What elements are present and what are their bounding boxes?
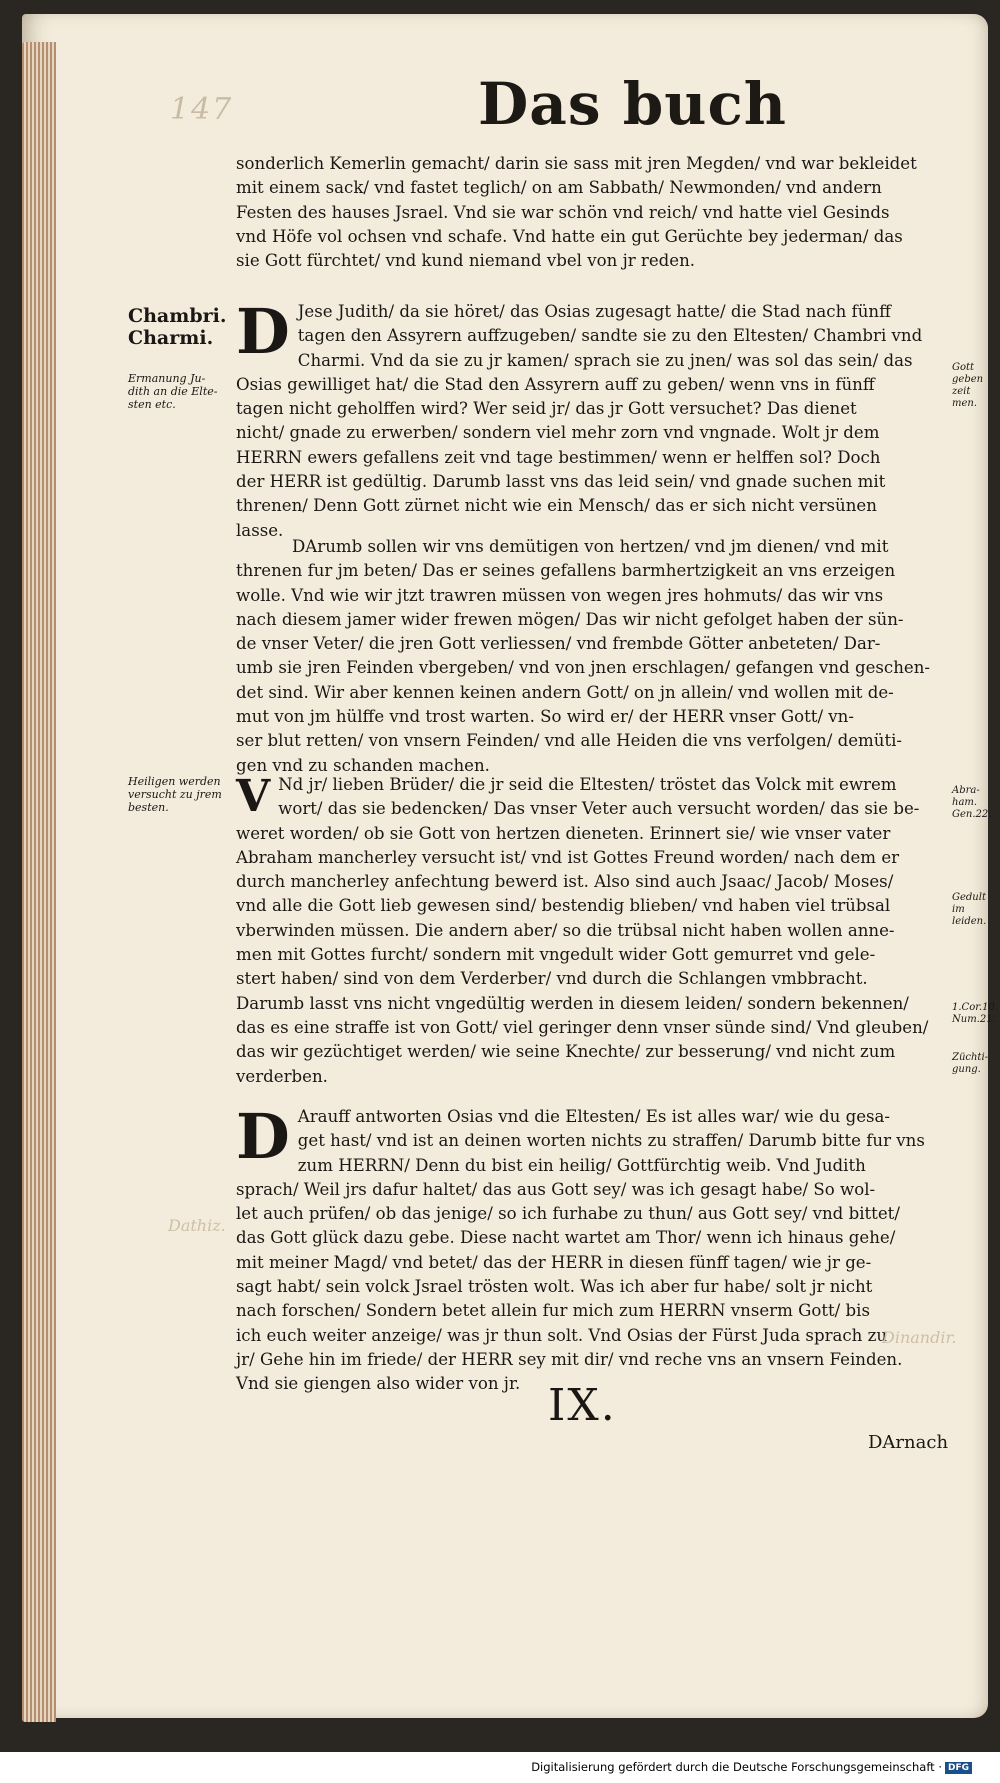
- text-line: threnen/ Denn Gott zürnet nicht wie ein Mensch/ das er sich nicht versünen: [236, 496, 877, 516]
- margin-note-line: 1.Cor.10.: [952, 1002, 998, 1013]
- text-line: sprach/ Weil jrs dafur haltet/ das aus Gott sey/ was ich gesagt habe/ So wol-: [236, 1179, 876, 1199]
- margin-note-line: Gen.22.: [952, 809, 992, 820]
- text-line: nach forschen/ Sondern betet allein fur mich zum HERRN vnserm Gott/ bis: [236, 1301, 870, 1321]
- margin-note-line: Ermanung Ju-: [128, 372, 206, 385]
- text-line: nicht/ gnade zu erwerben/ sondern viel mehr zorn vnd vngnade. Wolt jr dem: [236, 423, 880, 443]
- margin-note-line: geben: [952, 374, 984, 385]
- margin-note-right-2: [952, 785, 992, 821]
- text-line: wolle. Vnd wie wir jtzt trawren müssen von wegen jres hohmuts/ das wir vns: [236, 585, 884, 605]
- footer-credit: [531, 1760, 972, 1774]
- margin-note-line: men.: [952, 398, 978, 409]
- text-line: threnen fur jm beten/ Das er seines gefallens barmhertzigkeit an vns erzeigen: [236, 561, 896, 581]
- catchword: DArnach: [868, 1432, 949, 1453]
- margin-note-line: im leiden.: [952, 904, 987, 927]
- text-line: Abraham mancherley versucht ist/ vnd ist Gottes Freund worden/ nach dem er: [236, 847, 900, 867]
- margin-note-line: Züchti-: [952, 1052, 989, 1063]
- text-line: mit einem sack/ vnd fastet teglich/ on am Sabbath/ Newmonden/ vnd andern: [236, 178, 882, 198]
- text-line: Festen des hauses Jsrael. Vnd sie war schön vnd reich/ vnd hatte viel Gesinds: [236, 202, 890, 222]
- text-line: tagen nicht geholffen wird? Wer seid jr/ das jr Gott versuchet? Das dienet: [236, 399, 857, 419]
- show-through-text: Dathiz.: [168, 1216, 226, 1235]
- ghost-page-number: 147: [170, 92, 234, 127]
- text-line: de vnser Veter/ die jren Gott verliessen/ vnd frembde Götter anbeteten/ Dar-: [236, 634, 881, 654]
- paragraph-1: [236, 152, 952, 273]
- text-line: ser blut retten/ von vnsern Feinden/ vnd alle Heiden die vns verfolgen/ demüti-: [236, 731, 903, 751]
- text-line: det sind. Wir aber kennen keinen andern Gott/ on jn allein/ vnd wollen mit de-: [236, 682, 894, 702]
- margin-note-heiligen: [128, 775, 228, 814]
- text-line: stert haben/ sind von dem Verderber/ vnd durch die Schlangen vmbbracht.: [236, 969, 868, 989]
- text-line: Arauff antworten Osias vnd die Eltesten/ Es ist alles war/ wie du gesa-: [297, 1107, 891, 1126]
- footer-bar: [0, 1752, 1000, 1783]
- text-line: lasse.: [236, 520, 284, 540]
- margin-note-line: Chambri.: [128, 305, 227, 327]
- paragraph-3: [236, 535, 952, 778]
- text-line: Charmi. Vnd da sie zu jr kamen/ sprach sie zu jnen/ was sol das sein/ das: [297, 350, 913, 370]
- margin-note-line: gung.: [952, 1064, 981, 1075]
- text-line: ich euch weiter anzeige/ was jr thun solt. Vnd Osias der Fürst Juda sprach zu: [236, 1325, 888, 1345]
- text-line: Vnd sie giengen also wider von jr.: [236, 1374, 521, 1394]
- text-line: das es eine straffe ist von Gott/ viel geringer denn vnser sünde sind/ Vnd gleuben/: [236, 1017, 929, 1037]
- text-line: Osias gewilliget hat/ die Stad den Assyrern auff zu geben/ wenn vns in fünff: [236, 374, 875, 394]
- text-line: sie Gott fürchtet/ vnd kund niemand vbel von jr reden.: [236, 251, 696, 271]
- paragraph-2: [236, 295, 952, 543]
- text-line: Darumb lasst vns nicht vngedültig werden in diesem leiden/ sondern bekennen/: [236, 993, 909, 1013]
- margin-note-line: versucht zu jrem: [128, 788, 222, 801]
- dfg-logo: DFG: [945, 1762, 972, 1774]
- text-line: weret worden/ ob sie Gott von hertzen dieneten. Erinnert sie/ wie vnser vater: [236, 823, 891, 843]
- margin-note-right-4: [952, 1002, 998, 1026]
- text-line: sagt habt/ sein volck Jsrael trösten wolt. Was ich aber fur habe/ solt jr nicht: [236, 1277, 873, 1297]
- footer-credit-text: Digitalisierung gefördert durch die Deutsche Forschungsgemeinschaft ·: [531, 1760, 942, 1774]
- text-line: verderben.: [236, 1066, 328, 1086]
- text-line: das wir gezüchtiget werden/ wie seine Knechte/ zur besserung/ vnd nicht zum: [236, 1042, 896, 1062]
- margin-note-line: Charmi.: [128, 327, 214, 349]
- text-line: jr/ Gehe hin im friede/ der HERR sey mit dir/ vnd reche vns an vnsern Feinden.: [236, 1349, 903, 1369]
- text-line: der HERR ist gedültig. Darumb lasst vns das leid sein/ vnd gnade suchen mit: [236, 472, 886, 492]
- margin-note-right-5: [952, 1052, 988, 1076]
- text-line: HERRN ewers gefallens zeit vnd tage bestimmen/ wenn er helffen sol? Doch: [236, 447, 881, 467]
- paragraph-4: [236, 773, 952, 1089]
- margin-note-line: Heiligen werden: [128, 775, 221, 788]
- margin-note-line: zeit: [952, 386, 971, 397]
- text-line: zum HERRN/ Denn du bist ein heilig/ Gottfürchtig weib. Vnd Judith: [297, 1155, 866, 1175]
- chapter-number: IX.: [548, 1380, 617, 1431]
- text-line: mut von jm hülffe vnd trost warten. So wird er/ der HERR vnser Gott/ vn-: [236, 707, 854, 727]
- margin-note-line: sten etc.: [128, 398, 176, 411]
- margin-note-line: Gott: [952, 362, 975, 373]
- margin-note-right-1: [952, 362, 988, 410]
- text-line: wort/ das sie bedencken/ Das vnser Veter auch versucht worden/ das sie be-: [278, 799, 920, 819]
- margin-note-chambri: [128, 305, 228, 349]
- text-line: DArumb sollen wir vns demütigen von hertzen/ vnd jm dienen/ vnd mit: [292, 537, 889, 556]
- text-line: sonderlich Kemerlin gemacht/ darin sie sass mit jren Megden/ vnd war bekleidet: [236, 154, 917, 173]
- drop-cap: D: [236, 1100, 290, 1173]
- show-through-text: Dinandir.: [882, 1328, 957, 1347]
- text-line: men mit Gottes furcht/ sondern mit vngedult wider Gott gemurret vnd gele-: [236, 945, 876, 965]
- text-line: vnd Höfe vol ochsen vnd schafe. Vnd hatte ein gut Gerüchte bey jederman/ das: [236, 226, 903, 246]
- text-line: das Gott glück dazu gebe. Diese nacht wartet am Thor/ wenn ich hinaus gehe/: [236, 1228, 896, 1248]
- text-line: Jese Judith/ da sie höret/ das Osias zugesagt hatte/ die Stad nach fünff: [297, 302, 891, 321]
- text-line: mit meiner Magd/ vnd betet/ das der HERR in diesen fünff tagen/ wie jr ge-: [236, 1252, 872, 1272]
- text-line: vnd alle die Gott lieb gewesen sind/ bestendig blieben/ vnd haben viel trübsal: [236, 896, 891, 916]
- text-line: vberwinden müssen. Die andern aber/ so die trübsal nicht haben wollen anne-: [236, 920, 895, 940]
- text-line: let auch prüfen/ ob das jenige/ so ich furhabe zu thun/ aus Gott sey/ vnd bittet/: [236, 1204, 900, 1224]
- text-line: nach diesem jamer wider frewen mögen/ Das wir nicht gefolget haben der sün-: [236, 609, 904, 629]
- margin-note-line: ham.: [952, 797, 978, 808]
- margin-note-line: Num.21.: [952, 1014, 996, 1025]
- margin-note-line: dith an die Elte-: [128, 385, 218, 398]
- text-line: tagen den Assyrern auffzugeben/ sandte sie zu den Eltesten/ Chambri vnd: [297, 326, 923, 346]
- margin-note-line: besten.: [128, 801, 169, 814]
- text-line: Nd jr/ lieben Brüder/ die jr seid die Eltesten/ tröstet das Volck mit ewrem: [278, 775, 897, 794]
- page-edges: [22, 42, 56, 1722]
- text-line: gen vnd zu schanden machen.: [236, 755, 490, 775]
- margin-note-ermanung: [128, 372, 228, 411]
- running-head: Das buch: [478, 70, 787, 138]
- text-line: umb sie jren Feinden vbergeben/ vnd von jnen erschlagen/ gefangen vnd geschen-: [236, 658, 931, 678]
- margin-note-line: Gedult: [952, 892, 986, 903]
- text-line: get hast/ vnd ist an deinen worten nichts zu straffen/ Darumb bitte fur vns: [297, 1131, 925, 1151]
- drop-cap: D: [236, 295, 290, 368]
- paragraph-5: [236, 1100, 952, 1397]
- margin-note-right-3: [952, 892, 988, 928]
- margin-note-line: Abra-: [952, 785, 980, 796]
- text-line: durch mancherley anfechtung bewerd ist. Also sind auch Jsaac/ Jacob/ Moses/: [236, 872, 894, 892]
- drop-cap: V: [236, 771, 271, 822]
